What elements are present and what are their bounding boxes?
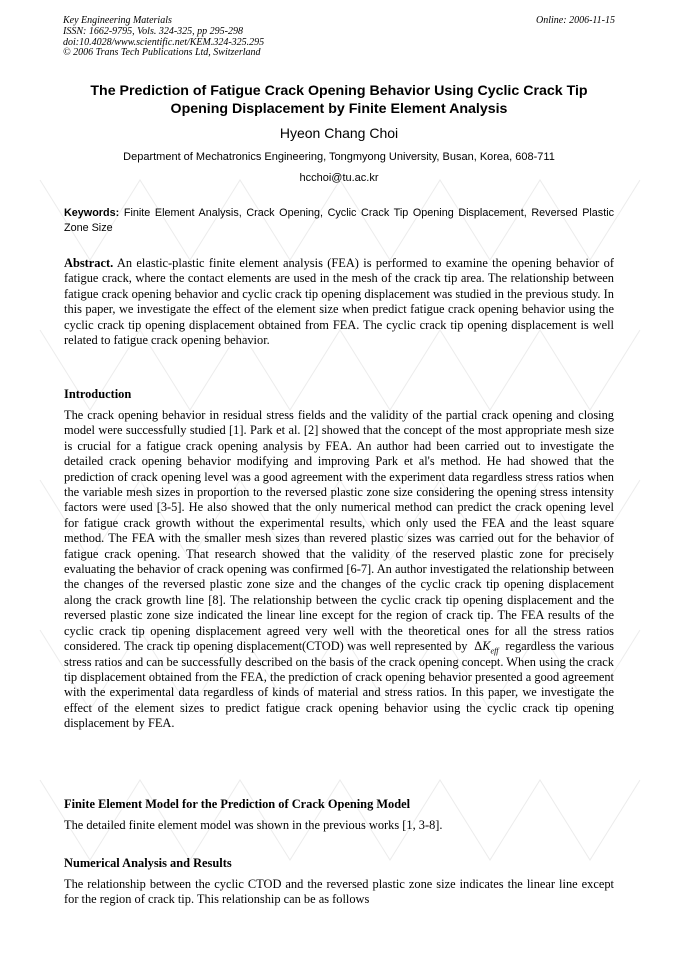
keywords-label: Keywords: [64, 207, 120, 219]
keywords-text: Finite Element Analysis, Crack Opening, Cyclic Crack Tip Opening Displacement, Reversed Plastic Zone Size [64, 207, 615, 234]
abstract-label: Abstract. [64, 256, 114, 270]
author-affiliation: Department of Mechatronics Engineering, Tongmyong University, Busan, Korea, 608-711 [123, 151, 555, 163]
numerical-section-heading: Numerical Analysis and Results [64, 856, 232, 870]
fem-section-text: The detailed finite element model was shown in the previous works [1, 3-8]. [64, 818, 443, 832]
issn-line: ISSN: 1662-9795, Vols. 324-325, pp 295-298 [63, 25, 243, 37]
author-name: Hyeon Chang Choi [279, 125, 399, 141]
paper-title: The Prediction of Fatigue Crack Opening Behavior Using Cyclic Crack Tip Opening Displacement by Finite Element Analysis [90, 83, 588, 117]
introduction-text-part1: The crack opening behavior in residual stress fields and the validity of the partial crack opening and closing model were successfully studied [1]. Park et al. [2] showed that the concept of the most appropriate mesh size is crucial for a fatigue crack opening analysis by FEA. An author had been carried out to investigate the detailed crack opening behavior modifying and improving Park et al's method. He had showed that the prediction of crack opening level was a good agreement with the experiment data regardless stress ratios when the variable mesh sizes in proportion to the reversed plastic zone size considering the opening stress intensity factors were used [3-5]. He also showed that the only numerical method can predict the crack opening level for fatigue crack growth without the experimental results, which only used the FEA and the least square method. The FEA with the smaller mesh sizes than revered plastic sizes was carried out for the behavior of fatigue crack opening. That research showed that the validity of the reserved plastic zone for precisely evaluating the behavior of crack opening was confirmed [6-7]. An author investigated the relationship between the changes of the reversed plastic zone size and the changes of the cyclic crack tip opening displacement along the crack growth line [8]. The relationship between the cyclic crack tip opening displacement and the reversed plastic zone size indicated the linear line except for the region of crack tip. The FEA results of the cyclic crack tip opening displacement agreed very well with the theoretical ones for all the stress ratios considered. The crack tip opening displacement(CTOD) was well represented by [64, 408, 614, 654]
keywords-block [64, 206, 614, 236]
delta-k-eff-symbol [474, 639, 499, 656]
k-symbol: K [482, 639, 491, 654]
copyright-line: © 2006 Trans Tech Publications Ltd, Switzerland [63, 47, 261, 59]
author-email: hcchoi@tu.ac.kr [299, 172, 379, 184]
delta-symbol: Δ [474, 639, 483, 654]
introduction-text-part2: regardless the various stress ratios and can be successfully described on the basis of the crack opening concept. When using the crack tip displacement obtained from the FEA, the prediction of crack opening behavior presented a good agreement with the experimental data regardless of kinds of material and stress ratios. In this paper, we investigate the effect of the element sizes to predict fatigue crack opening behavior using the cyclic crack tip opening displacement by FEA. [64, 639, 614, 731]
eff-subscript: eff [490, 646, 499, 656]
introduction-text [64, 408, 614, 732]
fem-section-heading: Finite Element Model for the Prediction of Crack Opening Model [64, 797, 411, 811]
introduction-heading: Introduction [64, 387, 132, 401]
numerical-section-text: The relationship between the cyclic CTOD and the reversed plastic zone size indicates the linear line except for the region of crack tip. This relationship can be as follows [64, 877, 614, 907]
online-date: Online: 2006-11-15 [536, 15, 615, 26]
doi-line: doi:10.4028/www.scientific.net/KEM.324-325.295 [63, 36, 265, 48]
abstract-text: An elastic-plastic finite element analysis (FEA) is performed to examine the opening behavior of fatigue crack, where the contact elements are used in the mesh of the crack tip area. The relationship between fatigue crack opening behavior and cyclic crack tip opening displacement was studied in the previous study. In this paper, we investigate the effect of the element size when predict fatigue crack opening behavior using the cyclic crack tip opening displacement obtained from FEA. The cyclic crack tip opening displacement is well related to fatigue crack opening behavior. [64, 256, 614, 348]
journal-name: Key Engineering Materials [63, 15, 172, 26]
journal-header [63, 16, 615, 59]
abstract-block [64, 256, 614, 348]
